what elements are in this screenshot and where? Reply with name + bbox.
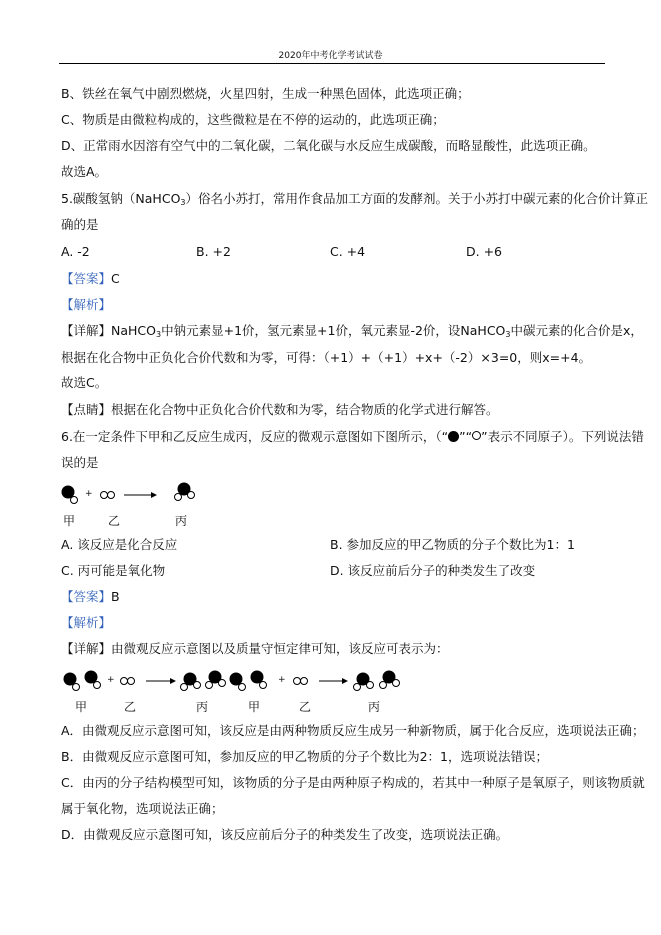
q6-detail-a: A．由微观反应示意图可知，该反应是由两种物质反应生成另一种新物质，属于化合反应，选项说法正确； <box>61 723 645 738</box>
detail-part: 中钠元素显+1价，氢元素显+1价，氧元素显-2价，设NaHCO <box>161 323 506 338</box>
white-atom <box>175 494 182 501</box>
molecule-jia <box>230 673 246 691</box>
q6-answer <box>61 589 120 605</box>
tip-tag: 【点睛】 <box>61 402 112 417</box>
white-atom <box>121 678 128 685</box>
plus-sign: + <box>278 675 286 685</box>
molecule-jia <box>62 486 78 504</box>
white-atom <box>128 678 135 685</box>
white-atom <box>239 684 246 691</box>
molecule-jia <box>64 673 80 691</box>
q5-analysis-tag: 【解析】 <box>61 297 112 312</box>
q5-option-d: D. +6 <box>466 244 502 259</box>
white-atom <box>219 680 226 687</box>
detail-part: 中碳元素的化合价是x， <box>510 323 643 338</box>
detail-tag: 【详解】 <box>61 641 112 656</box>
q6-detail-c: C．由丙的分子结构模型可知，该物质的分子是由两种原子构成的，若其中一种原子是氧原子，则该物质就 <box>61 775 645 790</box>
diagram2-label-jia: 甲 <box>75 700 88 714</box>
answer-tag: 【答案】 <box>61 589 112 604</box>
q4-option-d-explanation: D、正常雨水因溶有空气中的二氧化碳，二氧化碳与水反应生成碳酸，而略显酸性，此选项正确。 <box>61 138 596 153</box>
q4-option-b-explanation: B、铁丝在氧气中剧烈燃烧，火星四射，生成一种黑色固体，此选项正确； <box>61 86 470 101</box>
q5-option-a: A. -2 <box>61 244 90 259</box>
white-atom <box>188 492 195 499</box>
arrow-head <box>342 678 348 684</box>
molecule-bing <box>175 483 195 501</box>
q5-choice: 故选C。 <box>61 375 108 390</box>
q5-stem-cont: 确的是 <box>61 217 99 232</box>
q6-stem-cont: 误的是 <box>61 455 99 470</box>
molecule-jia <box>85 671 101 689</box>
white-atom <box>94 682 101 689</box>
white-atom <box>301 678 308 685</box>
white-atom <box>393 680 400 687</box>
molecule-yi <box>121 678 135 685</box>
molecule-bing <box>354 673 374 691</box>
q6-option-d: D. 该反应前后分子的种类发生了改变 <box>330 563 536 578</box>
molecule-yi <box>294 678 308 685</box>
answer-value: C <box>111 271 120 286</box>
detail-part: NaHCO <box>111 323 156 338</box>
subscript: 3 <box>180 198 186 207</box>
molecule-bing <box>206 671 226 689</box>
q6-detail-c-cont: 属于氧化物，选项说法正确； <box>61 801 224 816</box>
molecule-bing <box>380 671 400 689</box>
arrow-icon <box>319 678 348 684</box>
diagram-label-jia: 甲 <box>63 514 76 528</box>
page-header: 2020年中考化学考试试卷 <box>278 51 383 61</box>
white-atom <box>108 492 115 499</box>
q6-stem-part: ”“ <box>459 429 473 444</box>
subscript: 3 <box>505 330 511 339</box>
arrow-head <box>151 492 157 498</box>
arrow-head <box>170 678 176 684</box>
white-atom <box>294 678 301 685</box>
white-atom <box>71 497 78 504</box>
arrow-icon <box>124 492 157 498</box>
diagram2-label-bing-2: 丙 <box>368 700 381 714</box>
white-atom <box>206 682 213 689</box>
q5-detail-2: 根据在化合物中正负化合价代数和为零，可得：（+1）+（+1）+x+（-2）×3=0，则x=+4。 <box>61 350 592 365</box>
q6-option-c: C. 丙可能是氧化物 <box>61 563 166 578</box>
diagram2-label-bing: 丙 <box>196 700 209 714</box>
white-atom <box>354 684 361 691</box>
answer-tag: 【答案】 <box>61 271 112 286</box>
q5-option-b: B. +2 <box>196 244 231 259</box>
white-atom <box>367 682 374 689</box>
q6-stem-part: 6.在一定条件下甲和乙反应生成丙，反应的微观示意图如下图所示，（“ <box>61 429 449 444</box>
q6-detail-b: B．由微观反应示意图可知，参加反应的甲乙物质的分子个数比为2：1，选项说法错误； <box>61 749 548 764</box>
white-atom <box>73 684 80 691</box>
detail-tag: 【详解】 <box>61 323 112 338</box>
white-atom <box>101 492 108 499</box>
q5-stem-part: ）俗名小苏打，常用作食品加工方面的发酵剂。关于小苏打中碳元素的化合价计算正 <box>185 191 649 206</box>
white-atom <box>181 684 188 691</box>
q6-option-b: B. 参加反应的甲乙物质的分子个数比为1：1 <box>330 537 575 552</box>
q6-analysis-tag: 【解析】 <box>61 615 112 630</box>
subscript: 3 <box>156 330 162 339</box>
white-atom <box>194 682 201 689</box>
detail-text: 由微观反应示意图以及质量守恒定律可知，该反应可表示为： <box>111 641 449 656</box>
diagram2-label-jia-2: 甲 <box>248 700 261 714</box>
q6-detail-intro <box>61 641 449 657</box>
molecule-bing <box>181 673 201 691</box>
diagram2-label-yi-2: 乙 <box>299 700 312 714</box>
diagram-label-yi: 乙 <box>108 514 121 528</box>
molecule-jia <box>251 671 267 689</box>
molecule-yi <box>101 492 115 499</box>
q5-option-c: C. +4 <box>330 244 366 259</box>
plus-sign: + <box>85 489 93 499</box>
white-atom <box>260 682 267 689</box>
q6-option-a: A. 该反应是化合反应 <box>61 537 178 552</box>
q4-option-c-explanation: C、物质是由微粒构成的，这些微粒是在不停的运动的，此选项正确； <box>61 112 445 127</box>
q4-choice: 故选A。 <box>61 164 108 179</box>
diagram-label-bing: 丙 <box>175 514 188 528</box>
white-atom <box>380 682 387 689</box>
tip-text: 根据在化合物中正负化合价代数和为零，结合物质的化学式进行解答。 <box>111 402 499 417</box>
plus-sign: + <box>107 675 115 685</box>
q6-detail-d: D．由微观反应示意图可知，该反应前后分子的种类发生了改变，选项说法正确。 <box>61 827 509 842</box>
q6-stem-part: ”表示不同原子）。下列说法错 <box>481 429 644 444</box>
diagram2-label-yi: 乙 <box>124 700 137 714</box>
q5-stem-part: 5.碳酸氢钠（NaHCO <box>61 191 181 206</box>
answer-value: B <box>111 589 120 604</box>
arrow-icon <box>146 678 176 684</box>
